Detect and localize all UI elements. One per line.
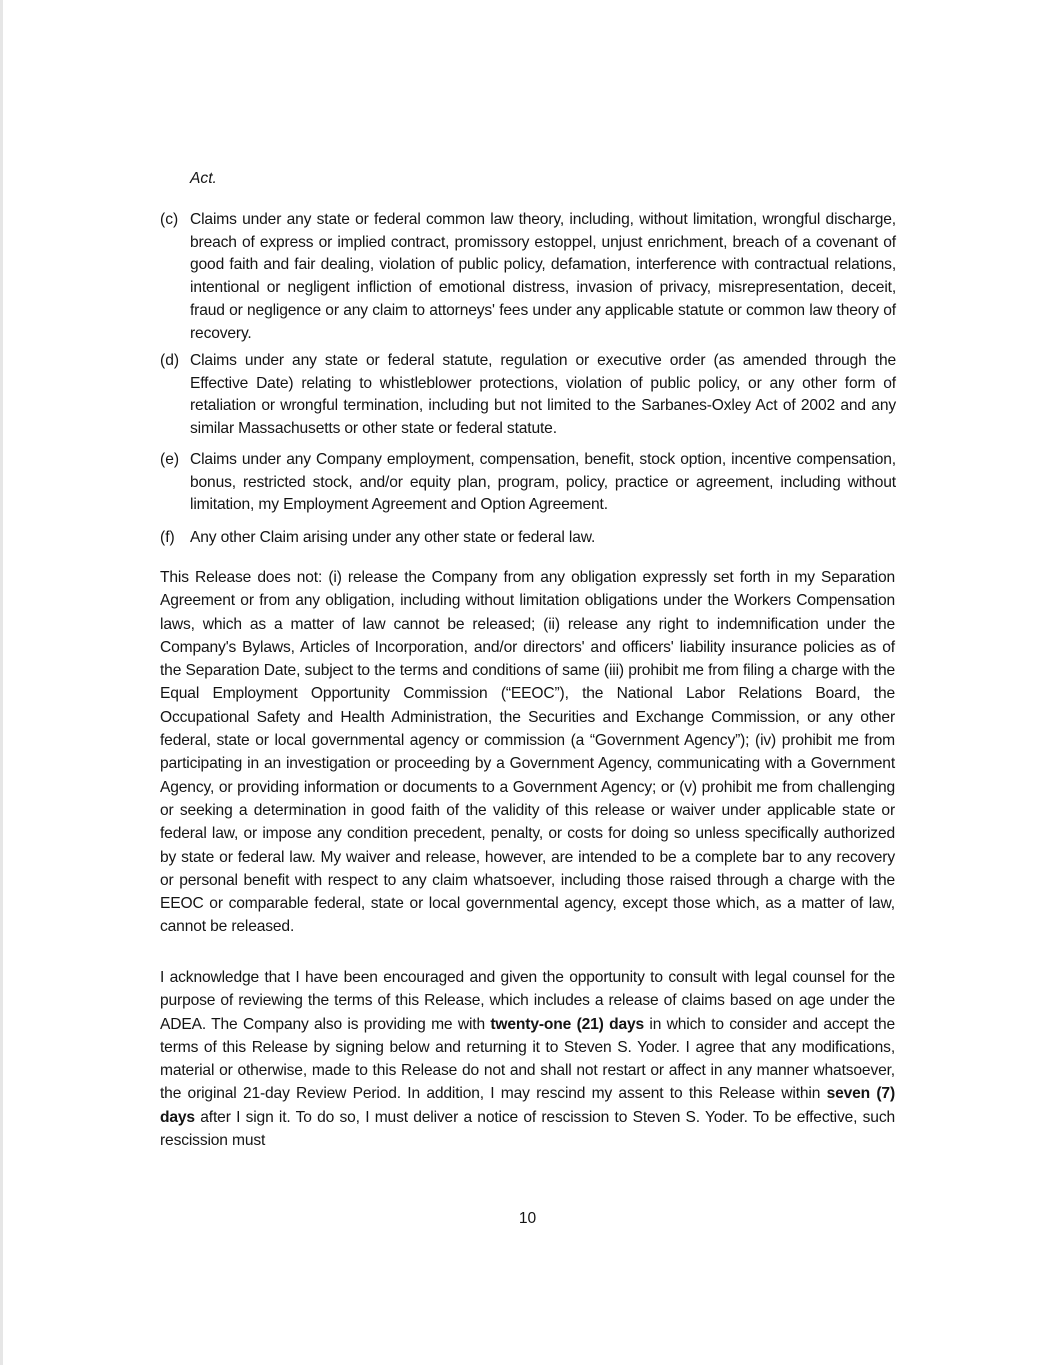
list-item-e bbox=[160, 449, 896, 517]
list-item-text: Claims under any state or federal common law theory, including, without limitation, wrongful discharge, breach of express or implied contract, promissory estoppel, unjust enrichment, breach of a covenant of good faith and fair dealing, violation of public policy, defamation, interference with contractual relations, intentional or negligent infliction of emotional distress, invasion of privacy, misrepresentation, deceit, fraud or negligence or any claim to attorneys' fees under any applicable statute or common law theory of recovery. bbox=[190, 211, 896, 342]
page-edge bbox=[0, 0, 3, 1365]
list-marker: (e) bbox=[160, 451, 180, 468]
list-item-text: Claims under any Company employment, compensation, benefit, stock option, incentive compensation, bonus, restricted stock, and/or equity plan, program, policy, practice or agreement, including without limitation, my Employment Agreement and Option Agreement. bbox=[190, 451, 896, 514]
list-marker: (f) bbox=[160, 529, 175, 546]
list-item-f bbox=[160, 527, 896, 550]
list-item-d bbox=[160, 350, 896, 441]
list-item-text: Claims under any state or federal statute, regulation or executive order (as amended through the Effective Date) relating to whistleblower protections, violation of public policy, or any other form of retaliation or wrongful termination, including but not limited to the Sarbanes-Oxley Act of 2002 and any similar Massachusetts or other state or federal statute. bbox=[190, 352, 896, 438]
list-marker: (c) bbox=[160, 211, 179, 228]
list-item-c bbox=[160, 209, 896, 345]
list-item-text: Any other Claim arising under any other state or federal law. bbox=[190, 529, 596, 546]
review-period-emphasis: twenty-one (21) days bbox=[490, 1015, 645, 1033]
acknowledge-text-2: in which to consider and accept the terms of this Release by signing below and returning it to Steven S. Yoder. I agree that any modifications, material or otherwise, made to this Release do not and shall not restart or affect in any manner whatsoever, the original 21-day Review Period. In addition, I may rescind my assent to this Release within bbox=[160, 1015, 895, 1103]
acknowledge-text-3: after I sign it. To do so, I must deliver a notice of rescission to Steven S. Yoder. To be effective, such rescission must bbox=[160, 1108, 895, 1150]
rescission-period-emphasis: seven (7) days bbox=[160, 1085, 895, 1126]
release-paragraph: This Release does not: (i) release the Company from any obligation expressly set forth in my Separation Agreement or from any obligation, including without limitation obligations under the Workers Compensation laws, which as a matter of law cannot be released; (ii) release any right to indemnification under the Company's Bylaws, Articles of Incorporation, and/or directors' and officers' liability insurance policies as of the Separation Date, subject to the terms and conditions of same (iii) prohibit me from filing a charge with the Equal Employment Opportunity Commission (“EEOC”), the National Labor Relations Board, the Occupational Safety and Health Administration, the Securities and Exchange Commission, or any other federal, state or local governmental agency or commission (a “Government Agency”); (iv) prohibit me from participating in an investigation or proceeding by a Government Agency, communicating with a Government Agency, or providing information or documents to a Government Agency; or (v) prohibit me from challenging or seeking a determination in good faith of the validity of this release or waiver under applicable state or federal law, or impose any condition precedent, penalty, or costs for doing so unless specifically authorized by state or federal law. My waiver and release, however, are intended to be a complete bar to any recovery or personal benefit with respect to any claim whatsoever, including those raised through a charge with the EEOC or comparable federal, state or local governmental agency, except those which, as a matter of law, cannot be released. bbox=[160, 569, 895, 936]
page-number: 10 bbox=[518, 1210, 537, 1227]
acknowledge-text-1: I acknowledge that I have been encouraged and given the opportunity to consult with legal counsel for the purpose of reviewing the terms of this Release, which includes a release of claims based on age under the ADEA. The Company also is providing me with bbox=[160, 969, 895, 1033]
list-marker: (d) bbox=[160, 352, 180, 369]
acknowledge-paragraph bbox=[160, 966, 895, 1152]
continuation-text: Act. bbox=[190, 170, 217, 187]
